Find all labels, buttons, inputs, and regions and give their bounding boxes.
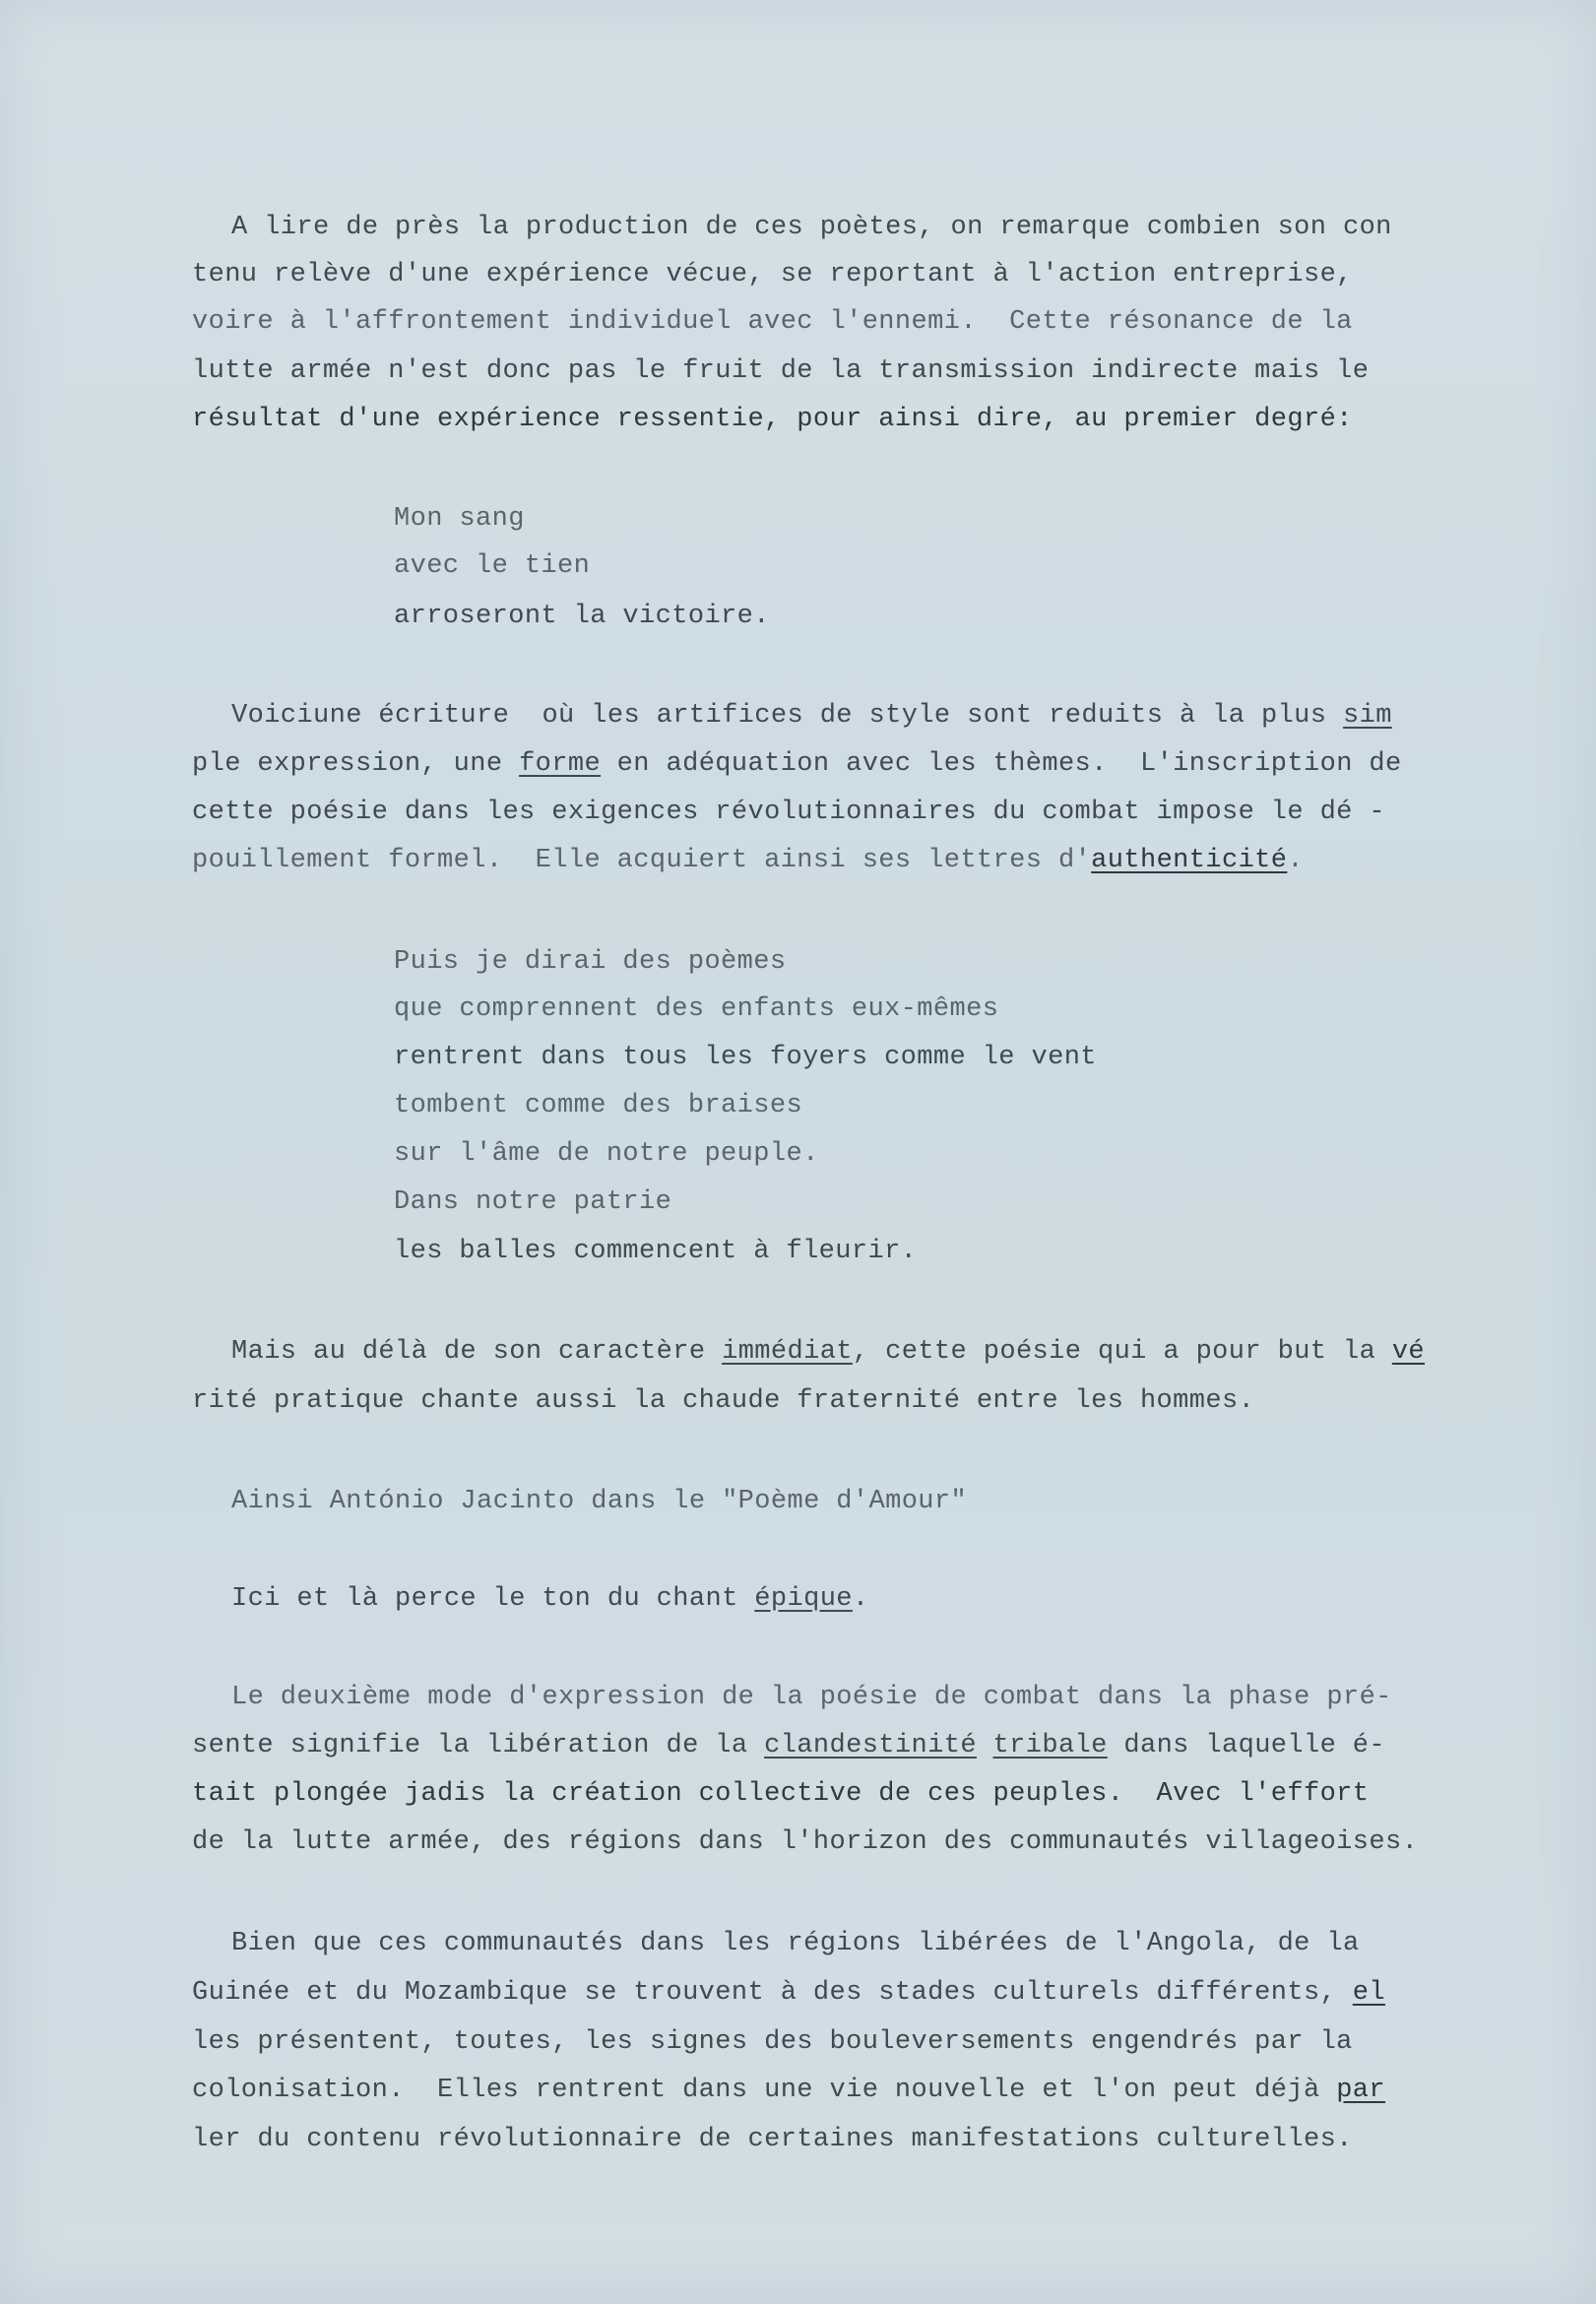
underlined-text: immédiat <box>722 1337 853 1367</box>
underlined-text: épique <box>754 1584 853 1614</box>
poem-line: les balles commencent à fleurir. <box>394 1237 918 1266</box>
text-line <box>231 1339 1425 1366</box>
underlined-text: el <box>1352 1978 1386 2008</box>
text-segment: pouillement formel. Elle acquiert ainsi ses lettres d' <box>192 846 1092 875</box>
text-line <box>192 751 1402 778</box>
text-line: Bien que ces communautés dans les régions libérées de l'Angola, de la <box>231 1929 1360 1958</box>
text-line: A lire de près la production de ces poètes, on remarque combien son con <box>231 213 1392 242</box>
text-line: de la lutte armée, des régions dans l'horizon des communautés villageoises. <box>192 1827 1419 1857</box>
text-segment: sente signifie la libération de la <box>192 1731 765 1760</box>
text-segment: Guinée et du Mozambique se trouvent à des stades culturels différents, <box>192 1978 1353 2008</box>
text-segment: colonisation. Elles rentrent dans une vie nouvelle et l'on peut déjà <box>192 2076 1337 2105</box>
text-line <box>192 848 1304 874</box>
poem-line: rentrent dans tous les foyers comme le vent <box>394 1043 1097 1072</box>
underlined-text: authenticité <box>1091 846 1288 875</box>
poem-line: arroseront la victoire. <box>394 602 770 631</box>
text-line: lutte armée n'est donc pas le fruit de la transmission indirecte mais le <box>192 356 1370 386</box>
text-line: tenu relève d'une expérience vécue, se reportant à l'action entreprise, <box>192 260 1353 289</box>
text-segment: ple expression, une <box>192 749 520 779</box>
poem-line: Dans notre patrie <box>394 1187 672 1217</box>
text-line <box>231 1586 869 1613</box>
underlined-text: forme <box>519 749 602 779</box>
text-line <box>192 2078 1385 2104</box>
text-line: résultat d'une expérience ressentie, pour ainsi dire, au premier degré: <box>192 405 1353 434</box>
text-segment: en adéquation avec les thèmes. L'inscription de <box>601 749 1402 779</box>
underlined-text: sim <box>1342 701 1392 731</box>
underlined-text: clandestinité <box>764 1731 977 1760</box>
text-line: Le deuxième mode d'expression de la poésie de combat dans la phase pré- <box>231 1683 1392 1712</box>
text-segment <box>977 1731 993 1760</box>
text-segment: dans laquelle é- <box>1107 1731 1386 1760</box>
underlined-text: vé <box>1391 1337 1426 1367</box>
poem-line: avec le tien <box>394 551 591 581</box>
text-line: ler du contenu révolutionnaire de certaines manifestations culturelles. <box>192 2125 1353 2154</box>
text-segment: . <box>852 1584 869 1614</box>
text-line: cette poésie dans les exigences révolutionnaires du combat impose le dé - <box>192 798 1385 827</box>
underlined-text: tribale <box>992 1731 1108 1760</box>
poem-line: sur l'âme de notre peuple. <box>394 1139 819 1169</box>
text-line <box>192 1980 1385 2007</box>
text-line: voire à l'affrontement individuel avec l'ennemi. Cette résonance de la <box>192 307 1353 337</box>
text-segment: Mais au délà de son caractère <box>231 1337 723 1367</box>
text-line <box>231 703 1392 730</box>
text-line <box>192 1733 1385 1760</box>
text-segment: . <box>1287 846 1304 875</box>
poem-line: tombent comme des braises <box>394 1091 803 1120</box>
poem-line: que comprennent des enfants eux-mêmes <box>394 994 999 1024</box>
text-line: tait plongée jadis la création collective de ces peuples. Avec l'effort <box>192 1779 1370 1809</box>
text-line: Ainsi António Jacinto dans le "Poème d'Amour" <box>231 1487 968 1516</box>
text-line: les présentent, toutes, les signes des bouleversements engendrés par la <box>192 2027 1353 2057</box>
poem-line: Mon sang <box>394 504 525 534</box>
text-line: rité pratique chante aussi la chaude fraternité entre les hommes. <box>192 1386 1255 1416</box>
text-segment: , cette poésie qui a pour but la <box>852 1337 1392 1367</box>
text-segment: Ici et là perce le ton du chant <box>231 1584 755 1614</box>
underlined-text: par <box>1336 2076 1385 2105</box>
poem-line: Puis je dirai des poèmes <box>394 947 787 977</box>
text-segment: Voiciune écriture où les artifices de style sont reduits à la plus <box>231 701 1343 731</box>
